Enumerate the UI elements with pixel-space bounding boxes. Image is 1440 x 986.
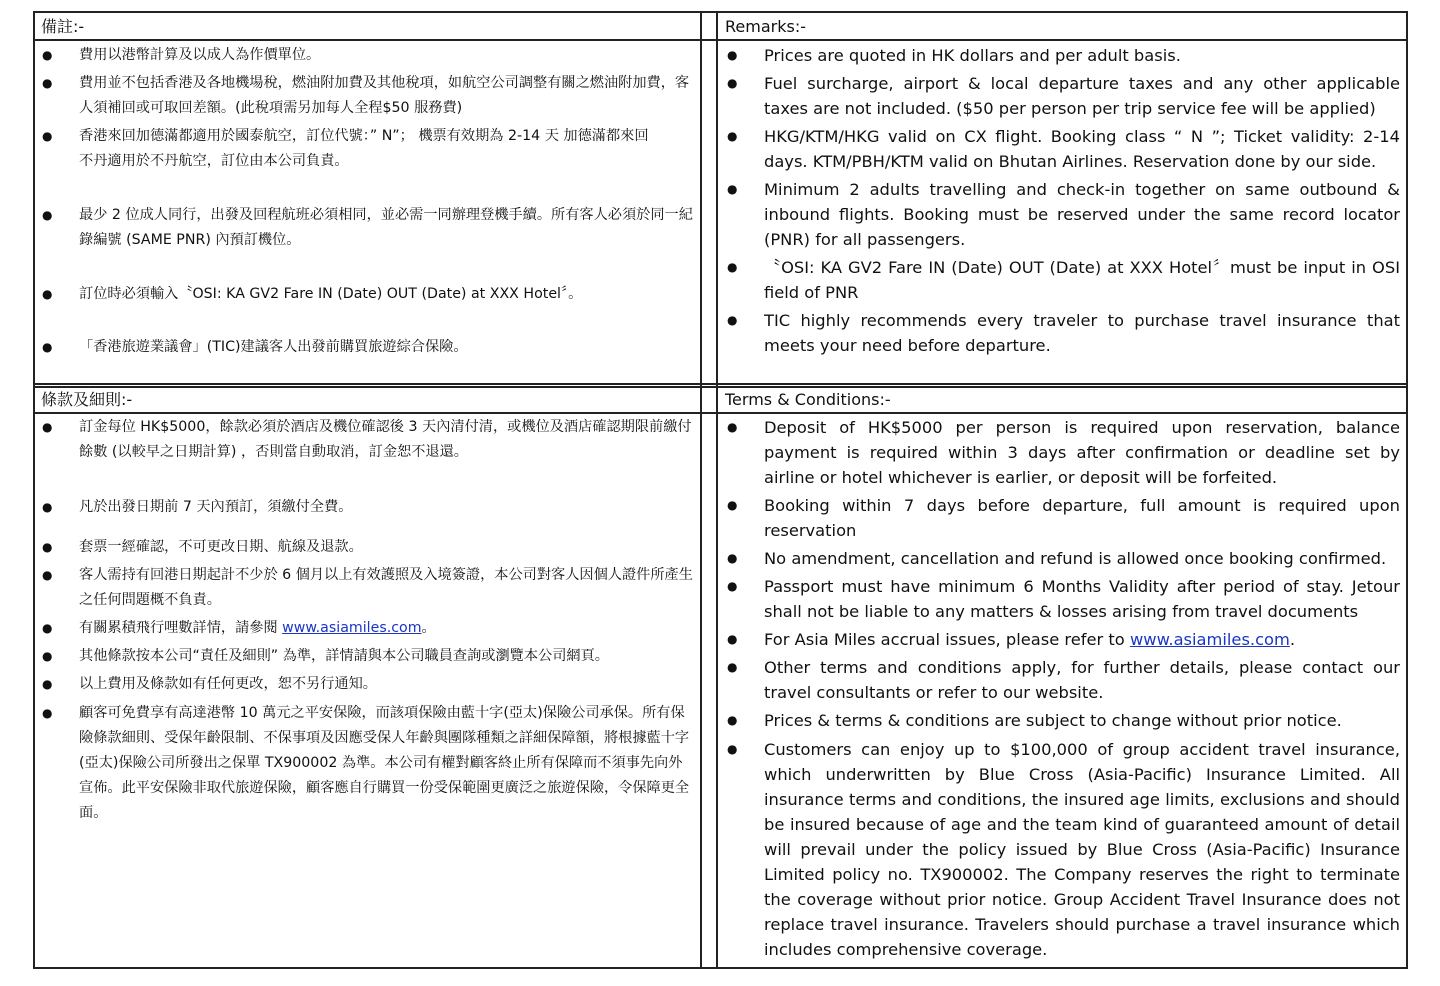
remarks-zh-title: 備註:- (41, 17, 85, 36)
list-item: ● Deposit of HK$5000 per person is required upon reservation, balance payment is required within 3 days after confirmation or deadline set by airline or hotel whichever is earlier, or deposit will be forfeited. (723, 415, 1400, 490)
terms-en-title: Terms & Conditions:- (725, 390, 891, 409)
list-item: ● 香港來回加德滿都適用於國泰航空，訂位代號：” N”； 機票有效期為 2-14 天 加德滿都來回不丹適用於不丹航空，訂位由本公司負責。 (38, 124, 694, 174)
list-item: ● Booking within 7 days before departure, full amount is required upon reservation (723, 493, 1400, 543)
terms-zh-title: 條款及細則:- (41, 390, 133, 409)
remarks-en-list (723, 43, 1400, 358)
list-item: ● Passport must have minimum 6 Months Validity after period of stay. Jetour shall not be liable to any matters & losses arising from travel documents (723, 574, 1400, 624)
list-item: ● TIC highly recommends every traveler to purchase travel insurance that meets your need before departure. (723, 308, 1400, 358)
list-item: ● 訂位時必須輸入〝OSI: KA GV2 Fare IN (Date) OUT (Date) at XXX Hotel〞。 (38, 282, 694, 307)
section-divider-top (33, 383, 1408, 385)
asia-miles-link-zh[interactable]: www.asiamiles.com (282, 620, 422, 636)
list-item: ● 費用並不包括香港及各地機場稅，燃油附加費及其他稅項，如航空公司調整有關之燃油附加費，客人須補回或可取回差額。(此稅項需另加每人全程$50 服務費) (38, 71, 694, 121)
list-item: ● 凡於出發日期前 7 天內預訂，須繳付全費。 (38, 495, 694, 520)
list-item: ● 其他條款按本公司“責任及細則” 為準，詳情請與本公司職員查詢或瀏覽本公司網頁。 (38, 644, 694, 669)
asia-miles-text: For Asia Miles accrual issues, please refer to (764, 630, 1125, 649)
link-suffix: . (1289, 630, 1296, 649)
list-item: ● 套票一經確認，不可更改日期、航線及退款。 (38, 535, 694, 560)
terms-zh-list (38, 415, 694, 826)
list-item: ● Prices are quoted in HK dollars and per adult basis. (723, 43, 1400, 68)
list-item: ● HKG/KTM/HKG valid on CX flight. Booking class “ N ”; Ticket validity: 2-14 days. KTM/PBH/KTM valid on Bhutan Airlines. Reservation done by our side. (723, 124, 1400, 174)
column-divider-left (700, 11, 702, 969)
asia-miles-link-en[interactable]: www.asiamiles.com (1129, 630, 1290, 649)
terms-header-divider (33, 412, 1408, 414)
list-item: ● 費用以港幣計算及以成人為作價單位。 (38, 43, 694, 68)
list-item: ● 以上費用及條款如有任何更改，恕不另行通知。 (38, 672, 694, 697)
remarks-en-title: Remarks:- (725, 17, 806, 36)
terms-en-list (723, 415, 1400, 962)
section-divider-bottom (33, 386, 1408, 388)
list-item: ● Fuel surcharge, airport & local departure taxes and any other applicable taxes are not included. ($50 per person per trip service fee will be applied) (723, 71, 1400, 121)
link-suffix: 。 (421, 620, 436, 636)
list-item: ● Minimum 2 adults travelling and check-in together on same outbound & inbound flights. Booking must be reserved under the same record locator (PNR) for all passengers. (723, 177, 1400, 252)
list-item: ● 〝OSI: KA GV2 Fare IN (Date) OUT (Date) at XXX Hotel〞must be input in OSI field of PNR (723, 255, 1400, 305)
remarks-zh-list (38, 43, 694, 360)
list-item (723, 627, 1400, 652)
list-item: ● No amendment, cancellation and refund is allowed once booking confirmed. (723, 546, 1400, 571)
list-item: ● Prices & terms & conditions are subject to change without prior notice. (723, 708, 1400, 733)
list-item (38, 616, 694, 641)
list-item: ● Other terms and conditions apply, for further details, please contact our travel consultants or refer to our website. (723, 655, 1400, 705)
asia-miles-text: 有關累積飛行哩數詳情，請參閱 (79, 620, 278, 636)
list-item: ● 顧客可免費享有高達港幣 10 萬元之平安保險，而該項保險由藍十字(亞太)保險公司承保。所有保險條款細則、受保年齡限制、不保事項及因應受保人年齡與團隊種類之詳細保障額，將根據藍十字(亞太)保險公司所發出之保單 TX900002 為準。本公司有權對顧客終止所有保障而不須事先向外宣佈。此平安保險非取代旅遊保險，顧客應自行購買一份受保範圍更廣泛之旅遊保險，令保障更全面。 (38, 701, 694, 826)
list-item: ● 最少 2 位成人同行，出發及回程航班必須相同，並必需一同辦理登機手續。所有客人必須於同一紀錄編號 (SAME PNR) 內預訂機位。 (38, 203, 694, 253)
list-item: ● 「香港旅遊業議會」(TIC)建議客人出發前購買旅遊綜合保險。 (38, 335, 694, 360)
list-item: ● Customers can enjoy up to $100,000 of group accident travel insurance, which underwritten by Blue Cross (Asia-Pacific) Insurance Limited. All insurance terms and conditions, the insured age limits, exclusions and should be insured because of age and the team kind of guaranteed amount of detail will prevail under the policy issued by Blue Cross (Asia-Pacific) Insurance Limited policy no. TX900002. The Company reserves the right to terminate the coverage without prior notice. Group Accident Travel Insurance does not replace travel insurance. Travelers should purchase a travel insurance which includes comprehensive coverage. (723, 737, 1400, 962)
list-item: ● 訂金每位 HK$5000，餘款必須於酒店及機位確認後 3 天內清付清，或機位及酒店確認期限前繳付餘數 (以較早之日期計算) ，否則當自動取消，訂金恕不退還。 (38, 415, 694, 465)
remarks-header-divider (33, 39, 1408, 41)
column-divider-right (716, 11, 718, 969)
list-item: ● 客人需持有回港日期起計不少於 6 個月以上有效護照及入境簽證，本公司對客人因個人證件所產生之任何問題概不負責。 (38, 563, 694, 613)
